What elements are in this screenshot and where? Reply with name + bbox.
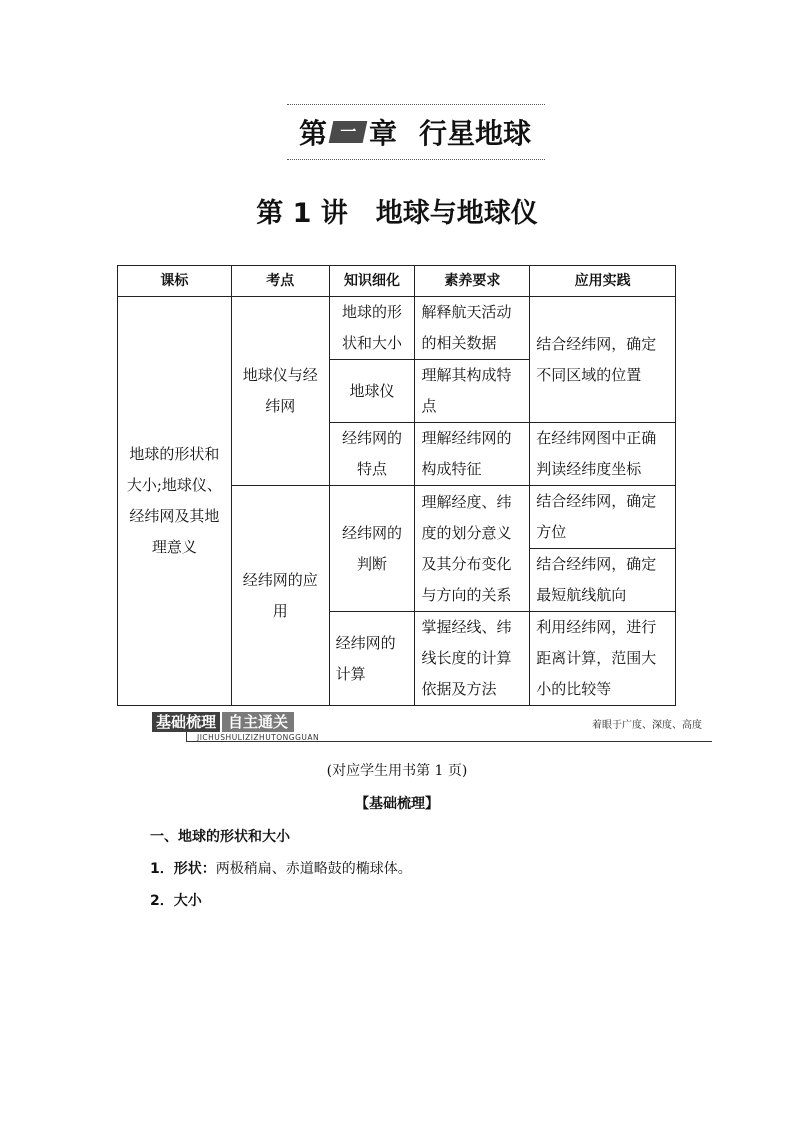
banner-slogan: 着眼于广度、深度、高度 <box>592 720 702 731</box>
knowledge-cell: 经纬网的计算 <box>329 612 415 706</box>
chapter-number: 一 <box>329 121 368 143</box>
literacy-cell: 解释航天活动的相关数据 <box>415 297 530 360</box>
banner-title-a: 基础梳理 <box>152 712 220 732</box>
lecture-number: 第 1 讲 <box>256 198 348 229</box>
lecture-title <box>0 191 794 230</box>
header-cell: 知识细化 <box>329 266 415 297</box>
chapter-title: 行星地球 <box>419 117 532 150</box>
heading-1: 一、地球的形状和大小 <box>150 829 290 845</box>
practice-cell: 结合经纬网，确定最短航线航向 <box>530 549 676 612</box>
table-row <box>118 297 676 360</box>
curriculum-cell: 地球的形状和大小;地球仪、经纬网及其地理意义 <box>118 297 232 706</box>
chapter-header <box>287 104 545 160</box>
practice-cell: 利用经纬网，进行距离计算，范围大小的比较等 <box>530 612 676 706</box>
page-reference: (对应学生用书第 1 页) <box>326 763 468 779</box>
item-1-text: 两极稍扁、赤道略鼓的椭球体。 <box>215 861 412 877</box>
literacy-cell: 掌握经线、纬线长度的计算依据及方法 <box>415 612 530 706</box>
topic-cell: 地球仪与经纬网 <box>231 297 329 486</box>
practice-cell: 在经纬网图中正确判读经纬度坐标 <box>530 423 676 486</box>
banner-pinyin: JICHUSHULIZIZHUTONGGUAN <box>197 733 320 742</box>
table-header-row <box>118 266 676 297</box>
item-1 <box>150 858 412 878</box>
knowledge-cell: 地球仪 <box>329 360 415 423</box>
chapter-suffix: 章 <box>369 117 398 150</box>
practice-cell: 结合经纬网，确定方位 <box>530 486 676 549</box>
section-title: 【基础梳理】 <box>355 796 439 812</box>
overview-table <box>117 265 676 706</box>
knowledge-cell: 经纬网的判断 <box>329 486 415 612</box>
literacy-cell: 理解经纬网的构成特征 <box>415 423 530 486</box>
topic-cell: 经纬网的应用 <box>231 486 329 706</box>
lecture-name: 地球与地球仪 <box>375 198 538 229</box>
header-cell: 应用实践 <box>530 266 676 297</box>
chapter-prefix: 第 <box>299 117 328 150</box>
header-cell: 素养要求 <box>415 266 530 297</box>
literacy-cell: 理解其构成特点 <box>415 360 530 423</box>
item-1-label: 1．形状： <box>150 861 216 877</box>
section-banner <box>152 712 712 746</box>
banner-title-b: 自主通关 <box>222 712 294 732</box>
header-cell: 考点 <box>231 266 329 297</box>
header-cell: 课标 <box>118 266 232 297</box>
practice-cell: 结合经纬网，确定不同区域的位置 <box>530 297 676 423</box>
item-2-label: 2．大小 <box>150 893 202 909</box>
knowledge-cell: 地球的形状和大小 <box>329 297 415 360</box>
knowledge-cell: 经纬网的特点 <box>329 423 415 486</box>
literacy-cell: 理解经度、纬度的划分意义及其分布变化与方向的关系 <box>415 486 530 612</box>
